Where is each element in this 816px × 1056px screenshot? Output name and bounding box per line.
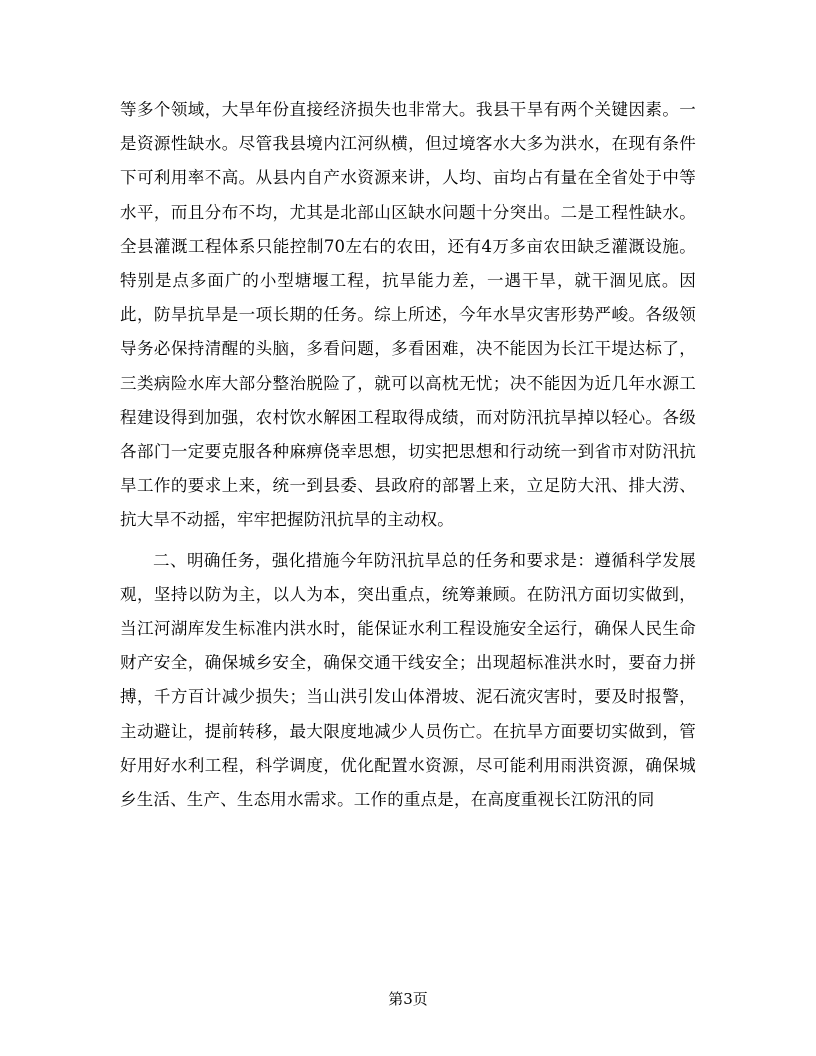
paragraph-2: 二、明确任务，强化措施今年防汛抗旱总的任务和要求是：遵循科学发展观，坚持以防为主，以人为本，突出重点，统筹兼顾。在防汛方面切实做到，当江河湖库发生标准内洪水时，能保证水利工程设施安全运行，确保人民生命财产安全，确保城乡安全，确保交通干线安全；出现超标准洪水时，要奋力拼搏，千方百计减少损失；当山洪引发山体滑坡、泥石流灾害时，要及时报警，主动避让，提前转移，最大限度地减少人员伤亡。在抗旱方面要切实做到，管好用好水利工程，科学调度，优化配置水资源，尽可能利用雨洪资源，确保城乡生活、生产、生态用水需求。工作的重点是，在高度重视长江防汛的同 bbox=[120, 550, 696, 810]
paragraph-1: 等多个领域，大旱年份直接经济损失也非常大。我县干旱有两个关键因素。一是资源性缺水。尽管我县境内江河纵横，但过境客水大多为洪水，在现有条件下可利用率不高。从县内自产水资源来讲，人均、亩均占有量在全省处于中等水平，而且分布不均，尤其是北部山区缺水问题十分突出。二是工程性缺水。全县灌溉工程体系只能控制70左右的农田，还有4万多亩农田缺乏灌溉设施。特别是点多面广的小型塘堰工程，抗旱能力差，一遇干旱，就干涸见底。因此，防旱抗旱是一项长期的任务。综上所述，今年水旱灾害形势严峻。各级领导务必保持清醒的头脑，多看问题，多看困难，决不能因为长江干堤达标了，三类病险水库大部分整治脱险了，就可以高枕无忧；决不能因为近几年水源工程建设得到加强，农村饮水解困工程取得成绩，而对防汛抗旱掉以轻心。各级各部门一定要克服各种麻痹侥幸思想，切实把思想和行动统一到省市对防汛抗旱工作的要求上来，统一到县委、县政府的部署上来，立足防大汛、排大涝、抗大旱不动摇，牢牢把握防汛抗旱的主动权。 bbox=[120, 100, 696, 530]
document-body bbox=[120, 93, 696, 817]
page-number: 第3页 bbox=[388, 990, 428, 1008]
